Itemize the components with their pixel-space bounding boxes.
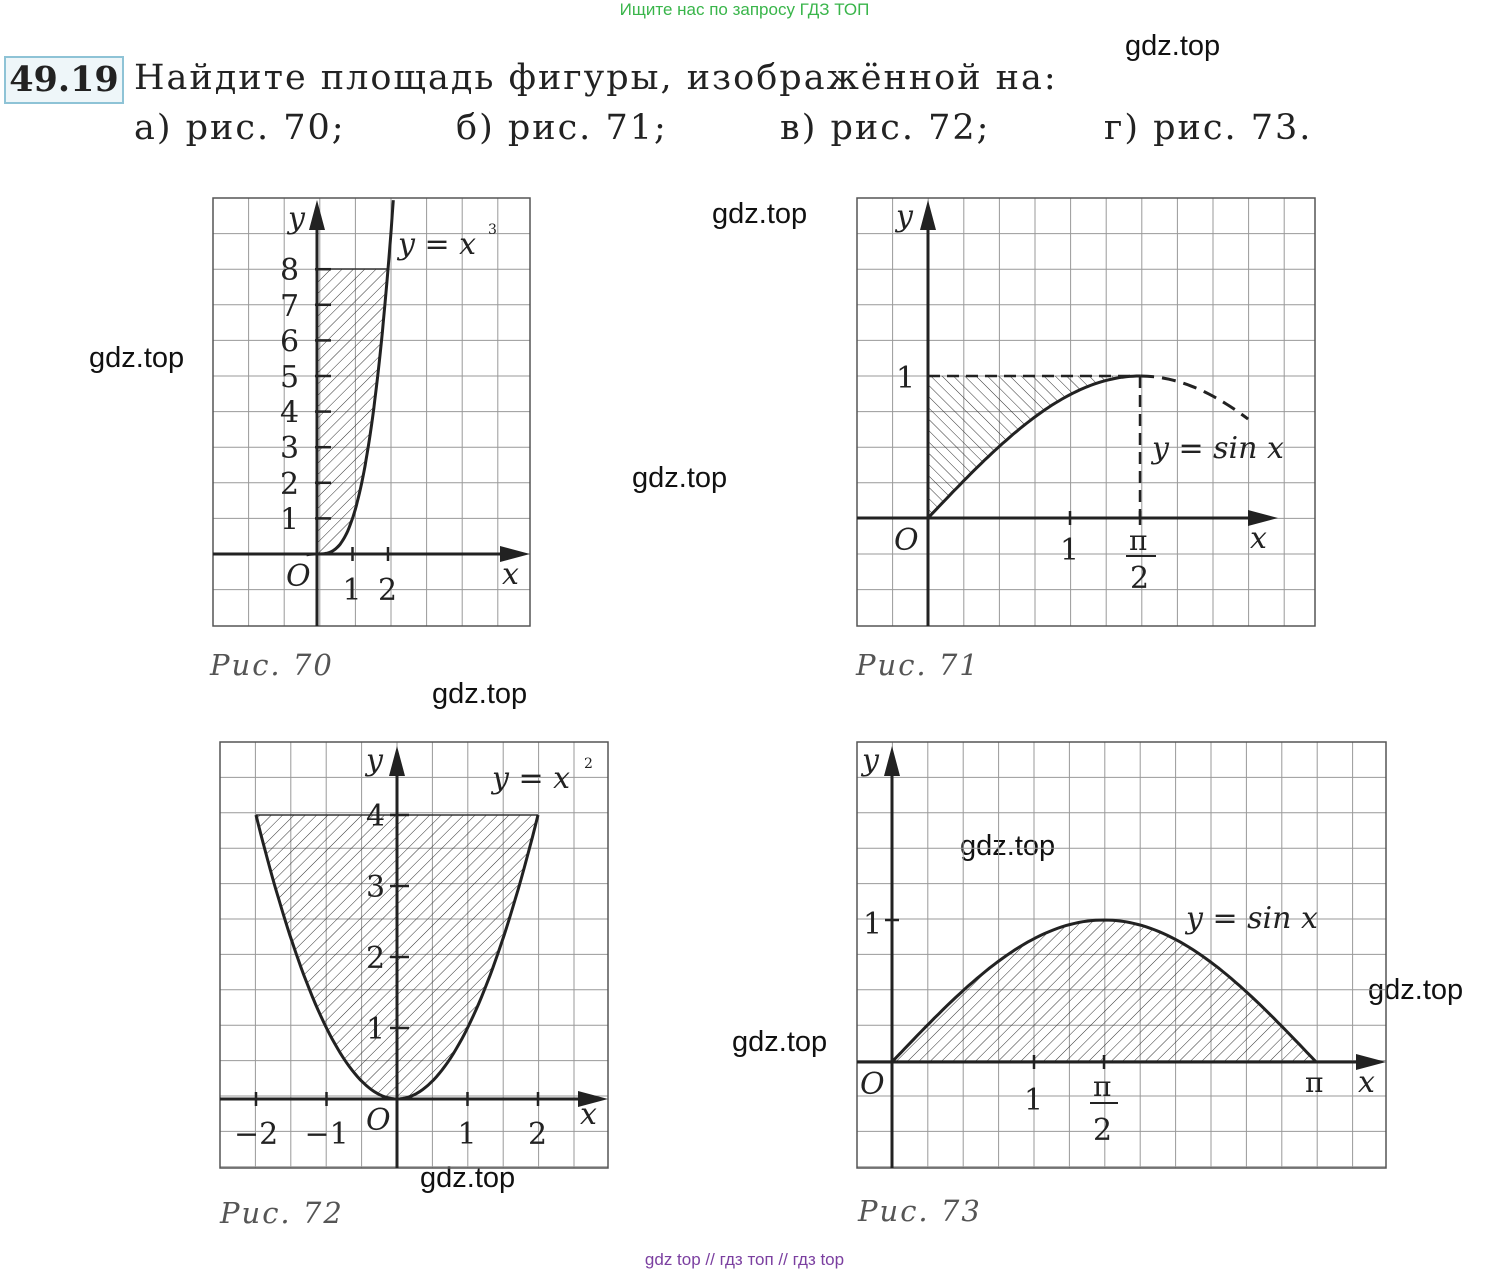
function-label-71: y = sin x [1152, 431, 1284, 466]
watermark: gdz.top [960, 830, 1056, 862]
pi-num-71: π [1129, 524, 1148, 557]
shaded-region-73 [892, 920, 1316, 1062]
x-tick-label-73: 1 [1024, 1083, 1044, 1118]
option-c: в) рис. 72; [780, 108, 991, 148]
y-axis-label-73: y [862, 743, 879, 778]
pi-den-71: 2 [1130, 561, 1150, 596]
watermark: gdz.top [1125, 30, 1221, 62]
y-tick-label-72: 1 [366, 1012, 386, 1047]
origin-label-71: O [894, 523, 919, 558]
y-tick-label-73: 1 [863, 907, 883, 942]
function-label-72: y = x [492, 761, 571, 796]
caption-71: Рис. 71 [856, 648, 980, 682]
y-axis-label-72: y [366, 743, 383, 778]
option-b: б) рис. 71; [456, 108, 668, 148]
y-tick-label-70: 5 [280, 360, 300, 395]
y-tick-label-70: 3 [280, 431, 300, 467]
y-tick-label-72: 2 [366, 941, 386, 976]
function-label-70: y = x [398, 227, 477, 262]
x-tick-label-71: 1 [1060, 533, 1080, 568]
problem-number: 49.19 [4, 56, 124, 104]
y-axis-label-71: y [896, 199, 913, 234]
footer-links: gdz top // гдз топ // гдз top [644, 1250, 845, 1269]
origin-label-73: O [860, 1067, 885, 1102]
problem-question: Найдите площадь фигуры, изображённой на: [134, 58, 1058, 98]
pi-end-label-73: π [1305, 1066, 1324, 1099]
x-tick-label-72: −1 [304, 1117, 349, 1152]
y-tick-label-70: 8 [280, 253, 300, 289]
x-axis-label-70: x [502, 557, 519, 592]
y-tick-label-70: 1 [280, 502, 300, 538]
caption-70: Рис. 70 [210, 648, 334, 682]
y-axis-label-70: y [288, 201, 305, 236]
pi-num-73: π [1093, 1070, 1112, 1103]
x-tick-label-72: 1 [457, 1117, 477, 1152]
origin-label-72: O [366, 1103, 391, 1138]
origin-label-70: O [286, 559, 311, 594]
watermark: gdz.top [89, 342, 185, 374]
option-d: г) рис. 73. [1104, 108, 1313, 148]
watermark: gdz.top [712, 198, 808, 230]
x-tick-label-72: −2 [234, 1117, 279, 1152]
watermark: gdz.top [1368, 974, 1464, 1006]
caption-72: Рис. 72 [220, 1196, 344, 1230]
caption-73: Рис. 73 [858, 1194, 982, 1228]
x-axis-label-73: x [1358, 1065, 1375, 1100]
y-axis-arrow-73 [884, 746, 900, 776]
y-tick-label-72: 3 [366, 870, 386, 905]
y-tick-label-70: 4 [280, 395, 300, 431]
exponent-70: 3 [488, 222, 497, 238]
x-tick-label-70: 1 [342, 573, 362, 608]
y-tick-label-71: 1 [896, 361, 916, 396]
y-tick-label-70: 7 [280, 288, 300, 324]
y-tick-label-72: 4 [366, 799, 386, 834]
x-axis-label-72: x [580, 1097, 597, 1132]
y-tick-label-70: 6 [280, 324, 300, 360]
function-label-73: y = sin x [1186, 901, 1318, 936]
watermark: gdz.top [732, 1026, 828, 1058]
option-a: а) рис. 70; [134, 108, 346, 148]
x-axis-label-71: x [1250, 521, 1267, 556]
watermark: gdz.top [432, 678, 528, 710]
top-banner: Ищите нас по запросу ГДЗ ТОП [619, 0, 870, 19]
x-tick-label-70: 2 [378, 573, 398, 608]
x-tick-label-72: 2 [528, 1117, 548, 1152]
y-tick-label-70: 2 [280, 466, 300, 502]
watermark: gdz.top [420, 1162, 516, 1194]
pi-den-73: 2 [1093, 1113, 1113, 1148]
exponent-72: 2 [584, 756, 593, 772]
watermark: gdz.top [632, 462, 728, 494]
